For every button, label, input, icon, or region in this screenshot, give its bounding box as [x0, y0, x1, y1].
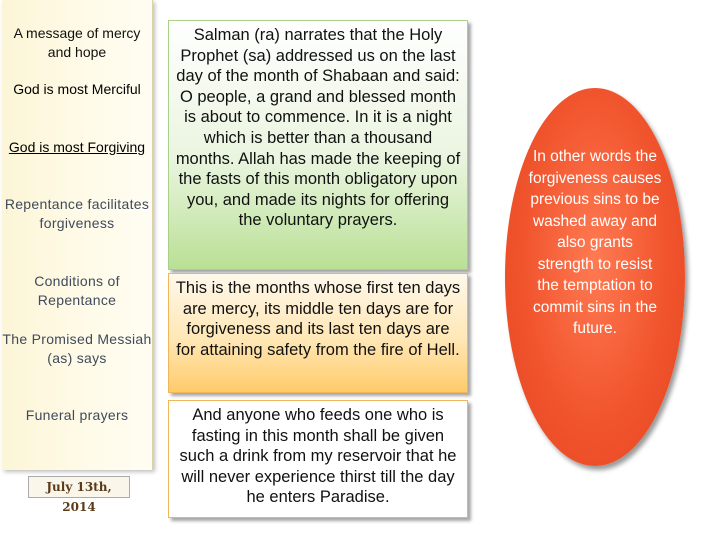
sidebar-nav [2, 0, 153, 470]
nav-item-message-of-mercy[interactable]: A message of mercy and hope [13, 25, 141, 60]
nav-item-promised-messiah-says[interactable]: The Promised Messiah (as) says [2, 331, 152, 366]
hadith-box-feeding: And anyone who feeds one who is fasting in this month shall be given such a drink from my reservoir that he will never experience thirst till the day he enters Paradise. [168, 400, 468, 518]
nav-item-conditions-of-repentance[interactable]: Conditions of Repentance [34, 273, 120, 308]
nav-item-repentance-forgiveness[interactable]: Repentance facilitates forgiveness [4, 196, 150, 231]
callout-text: In other words the forgiveness causes previous sins to be washed away and also grants strength to resist the temptation to commit sins in the future. [528, 148, 662, 337]
nav-item-god-most-merciful[interactable]: God is most Merciful [13, 81, 141, 97]
date-badge: July 13th, 2014 [28, 476, 130, 498]
nav-item-god-most-forgiving[interactable]: God is most Forgiving [8, 139, 146, 155]
nav-item-funeral-prayers[interactable]: Funeral prayers [25, 407, 129, 423]
hadith-box-ten-days: This is the months whose first ten days are mercy, its middle ten days are for forgiveness and its last ten days are for attaining safety from the fire of Hell. [168, 273, 468, 393]
hadith-box-announcement: Salman (ra) narrates that the Holy Prophet (sa) addressed us on the last day of the month of Shabaan and said: O people, a grand and blessed month is about to commence. In it is a night which is better than a thousand months. Allah has made the keeping of the fasts of this month obligatory upon you, and made its nights for offering the voluntary prayers. [168, 20, 468, 270]
